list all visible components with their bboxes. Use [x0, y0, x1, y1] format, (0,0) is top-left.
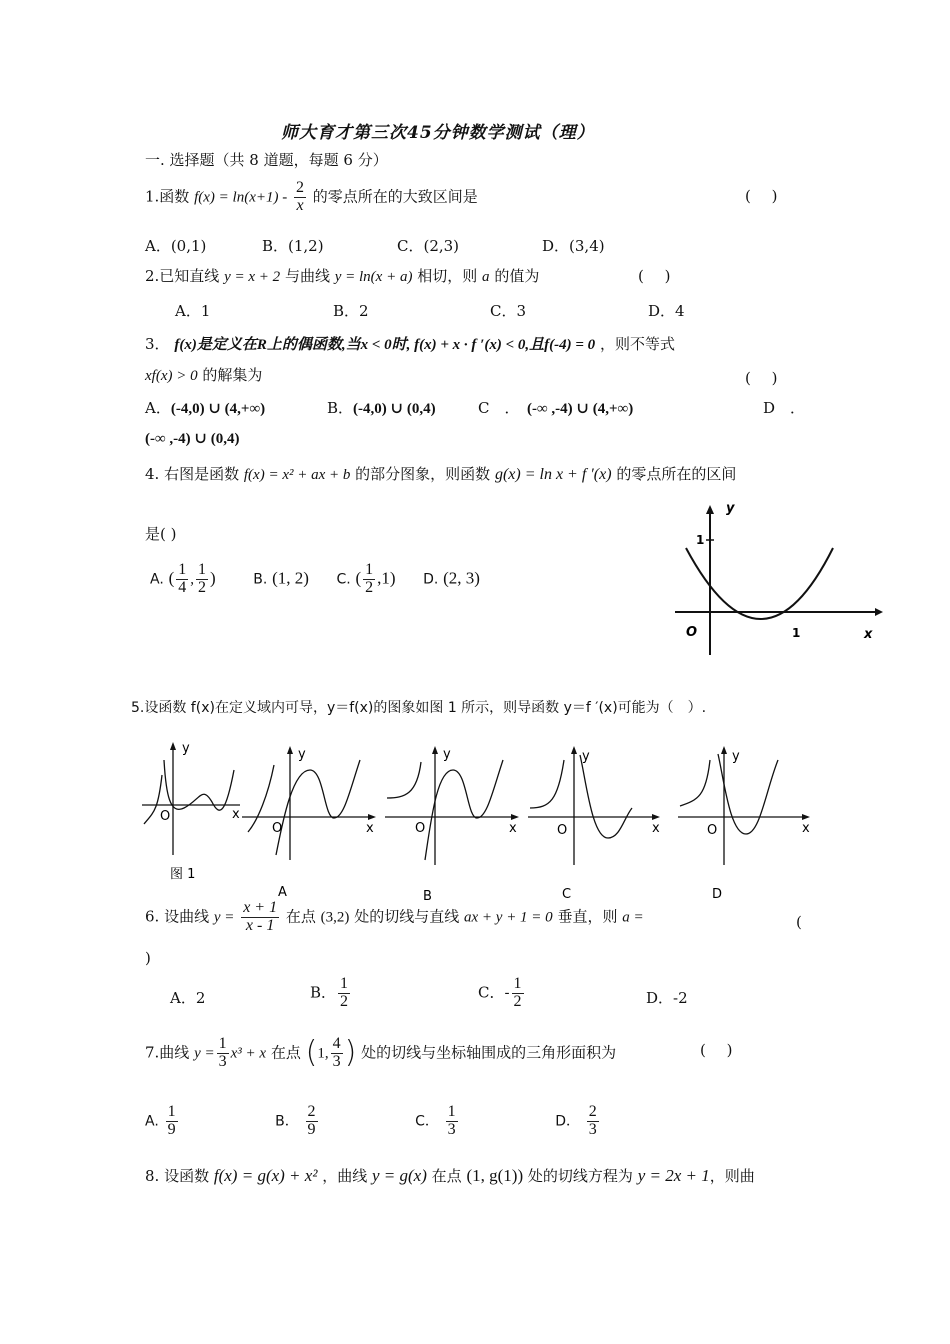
q5-graph-option-b	[383, 740, 523, 910]
q4-prefix: 4. 右图是函数	[145, 465, 240, 483]
q5-graph-option-c	[524, 740, 669, 910]
q5-ga-x-arrow	[368, 814, 376, 820]
q4-c-n: 1	[365, 561, 374, 578]
q7-paren-close: )	[344, 1035, 357, 1071]
q6-paren-right: )	[145, 949, 151, 967]
q5-g1-caption: 图 1	[170, 867, 196, 882]
q6-line-eq: ax + y + 1 = 0	[464, 909, 553, 926]
q5-ga-origin: O	[272, 821, 283, 836]
q7-b-d: 9	[307, 1120, 316, 1138]
q4-option-a-frac1	[176, 562, 188, 597]
q7-frac-num: 1	[218, 1035, 227, 1052]
q2-variable: a	[482, 269, 490, 285]
q6-y: y =	[213, 909, 235, 926]
q6-c-n: 1	[513, 975, 522, 992]
q4-parabola-graph	[670, 500, 885, 660]
q7-option-d-label: D．	[555, 1113, 580, 1130]
q4-option-b-value: (1, 2)	[272, 568, 309, 588]
q4-mid: 的部分图象，则函数	[355, 465, 491, 483]
q2-post2: 的值为	[494, 267, 540, 285]
q5-g1-y-label: y	[182, 741, 190, 756]
q6-paren-left: (	[796, 913, 802, 931]
q3-post: 的解集为	[202, 366, 263, 384]
q4-origin-label: O	[686, 625, 698, 640]
q5-gd-x-label: x	[802, 821, 810, 836]
q5-graph-option-a	[240, 740, 380, 905]
q3-option-a-set: (-4,0) ∪ (4,+∞)	[170, 401, 266, 417]
q4-line2: 是( )	[145, 525, 177, 543]
q1-answer-paren: ( )	[745, 187, 786, 205]
q4-options: A. ( $\frac{1}{4}$ , $\frac{1}{2}$ ) B. (1, 2) C. ( $\frac{1}{2}$ ,1) D. (2, 3)	[150, 561, 480, 596]
q1-frac-den: x	[296, 196, 304, 214]
q5-gd-caption: D	[712, 887, 723, 902]
question-6	[145, 900, 644, 935]
q2-option-a: A．1	[175, 302, 211, 320]
q1-suffix: 的零点所在的大致区间是	[312, 187, 478, 206]
q3-option-b	[327, 400, 436, 418]
q7-a-n: 1	[167, 1103, 176, 1120]
q3-tail: ，则不等式	[599, 335, 675, 353]
q5-graph-figure1	[140, 740, 250, 890]
q6-prefix: 6. 设曲线	[145, 907, 210, 926]
q7-y: y =	[194, 1045, 215, 1062]
page-title: 师大育才第三次45分钟数学测试（理）	[281, 123, 595, 143]
q4-c-d: 2	[365, 578, 374, 596]
q7-options	[145, 1104, 601, 1139]
q7-paren-open: (	[305, 1035, 318, 1071]
q7-d-d: 3	[588, 1120, 597, 1138]
q5-gc-origin: O	[557, 823, 568, 838]
q7-pt-d: 3	[332, 1052, 341, 1070]
q2-curve-eq: y = ln(x + a)	[334, 269, 413, 285]
q2-prefix: 2.已知直线	[145, 267, 220, 285]
question-7	[145, 1036, 616, 1071]
question-1	[145, 180, 478, 215]
q3-answer-paren: ( )	[745, 369, 786, 387]
q2-post: 相切，则	[417, 267, 478, 285]
q8-mid: ，曲线	[322, 1167, 368, 1185]
q3-option-a-label: A．	[145, 399, 171, 417]
q7-option-b-frac	[306, 1104, 318, 1139]
q4-parabola-curve	[686, 548, 833, 619]
q7-mid: 在点	[270, 1043, 301, 1062]
q3-option-b-set: (-4,0) ∪ (0,4)	[353, 401, 436, 417]
q6-point: (3,2)	[320, 909, 350, 926]
q7-option-c-frac	[446, 1104, 458, 1139]
q7-option-d-frac	[587, 1104, 599, 1139]
q5-gb-curve	[387, 760, 503, 860]
q5-gc-x-arrow	[652, 814, 660, 820]
q3-option-d-label: D ．	[763, 399, 806, 417]
q6-mid: 在点	[285, 907, 316, 926]
q6-option-c-frac	[512, 976, 524, 1011]
q5-ga-x-label: x	[366, 821, 374, 836]
q3-option-d-set: (-∞ ,-4) ∪ (0,4)	[145, 431, 240, 447]
question-4	[145, 466, 736, 484]
q5-g1-y-arrow	[170, 742, 176, 750]
q6-option-b-frac	[338, 976, 350, 1011]
q7-d-n: 2	[588, 1103, 597, 1120]
q7-c-d: 3	[447, 1120, 456, 1138]
q4-g-expression: g(x) = ln x + f ′(x)	[494, 466, 612, 483]
q4-option-d-label: D.	[423, 571, 439, 588]
q4-option-b-label: B.	[253, 571, 268, 588]
q4-option-d-value: (2, 3)	[443, 568, 480, 588]
q5-gb-x-label: x	[509, 821, 517, 836]
q1-option-c: C．(2,3)	[397, 237, 460, 255]
q1-prefix: 1.函数	[145, 187, 190, 206]
q7-b-n: 2	[307, 1103, 316, 1120]
q5-gb-y-label: y	[443, 747, 451, 762]
q6-c-d: 2	[513, 992, 522, 1010]
q8-prefix: 8. 设函数	[145, 1167, 210, 1185]
q1-frac-num: 2	[296, 179, 304, 196]
q5-gb-origin: O	[415, 821, 426, 836]
q7-tail: x³ + x	[230, 1045, 267, 1062]
q3-inequality: xf(x) > 0	[145, 368, 198, 384]
q5-ga-y-arrow	[287, 746, 293, 754]
q6-option-d: D．-2	[646, 989, 688, 1007]
q3-option-b-label: B．	[327, 399, 354, 417]
q6-b-n: 1	[340, 975, 349, 992]
q5-graph-option-d	[674, 740, 819, 910]
q7-point-a: 1,	[317, 1045, 329, 1062]
q4-option-c-frac	[363, 562, 375, 597]
q4-c-tail: ,1)	[377, 568, 396, 588]
q7-frac-den: 3	[218, 1052, 227, 1070]
q5-ga-y-label: y	[298, 747, 306, 762]
q7-prefix: 7.曲线	[145, 1043, 190, 1062]
question-2	[145, 268, 539, 286]
q6-option-c-label: C．-	[478, 983, 510, 1002]
q5-gc-caption: C	[562, 887, 572, 902]
q2-option-d: D．4	[648, 302, 685, 320]
q7-post: 处的切线与坐标轴围成的三角形面积为	[361, 1043, 617, 1062]
question-3	[145, 336, 675, 354]
q7-option-a-frac	[166, 1104, 178, 1139]
q5-gd-curve	[680, 754, 778, 834]
q6-ask: a =	[622, 909, 644, 926]
q2-line-eq: y = x + 2	[224, 269, 281, 285]
q5-gd-origin: O	[707, 823, 718, 838]
q5-gb-caption: B	[423, 889, 432, 904]
q2-option-b: B．2	[333, 302, 369, 320]
q5-gc-y-label: y	[582, 749, 590, 764]
q6-fraction	[241, 900, 279, 935]
q8-point: (1, g(1))	[466, 1166, 524, 1185]
q4-x-arrow	[875, 608, 883, 616]
q7-option-c-label: C．	[415, 1113, 439, 1130]
q4-a-d2: 2	[197, 578, 206, 596]
q5-gd-y-arrow	[721, 746, 727, 754]
q5-gc-x-label: x	[652, 821, 660, 836]
q4-tick-x-label: 1	[792, 626, 801, 640]
q7-point-frac	[331, 1036, 343, 1071]
q7-c-n: 1	[447, 1103, 456, 1120]
q6-option-c	[478, 976, 526, 1011]
q4-option-a-label: A.	[150, 571, 164, 588]
q5-gb-y-arrow	[432, 746, 438, 754]
q3-option-c	[478, 400, 633, 418]
q7-fraction	[217, 1036, 229, 1071]
q4-tick-y-label: 1	[696, 533, 705, 547]
q3-option-c-label: C ．	[478, 399, 512, 417]
q4-a-d1: 4	[178, 578, 187, 596]
q3-number: 3．	[145, 335, 170, 353]
q7-option-b-label: B．	[275, 1113, 299, 1130]
q1-option-d: D．(3,4)	[542, 237, 605, 255]
q5-gd-y-label: y	[732, 749, 740, 764]
q8-mid2: 在点	[431, 1167, 462, 1185]
q6-option-b-label: B．	[310, 983, 337, 1002]
question-5: 5.设函数 f(x)在定义域内可导，y＝f(x)的图象如图 1 所示，则导函数 y＝f ′(x)可能为（ ）.	[131, 700, 707, 716]
q5-gd-x-arrow	[802, 814, 810, 820]
q6-option-a: A．2	[170, 989, 206, 1007]
q7-answer-paren: ( )	[700, 1041, 741, 1059]
q4-option-c-label: C.	[336, 571, 351, 588]
q4-f-expression: f(x) = x² + ax + b	[243, 467, 351, 483]
q5-g1-origin: O	[160, 809, 171, 824]
q3-statement: f(x)是定义在R上的偶函数,当x < 0时, f(x) + x · f ′(x) < 0,且f(-4) = 0	[174, 337, 596, 353]
q4-a-n2: 1	[197, 561, 206, 578]
q4-a-n1: 1	[178, 561, 187, 578]
section-heading: 一. 选择题（共 8 道题，每题 6 分）	[145, 151, 388, 169]
q1-option-b: B．(1,2)	[262, 237, 324, 255]
q6-mid2: 处的切线与直线	[354, 907, 460, 926]
q6-post: 垂直，则	[557, 907, 618, 926]
q2-option-c: C．3	[490, 302, 527, 320]
q6-frac-den: x - 1	[245, 916, 275, 934]
q2-answer-paren: ( )	[638, 267, 679, 285]
q1-option-a: A．(0,1)	[145, 237, 207, 255]
q4-y-arrow	[706, 505, 714, 514]
q5-gc-curve	[530, 755, 632, 838]
q4-option-a-frac2	[196, 562, 208, 597]
q3-option-a	[145, 400, 265, 418]
q8-mid3: 处的切线方程为	[527, 1167, 633, 1185]
q8-tangent: y = 2x + 1	[637, 1166, 710, 1185]
q2-mid: 与曲线	[284, 267, 330, 285]
q6-frac-num: x + 1	[243, 899, 278, 916]
q6-option-b	[310, 976, 352, 1011]
question-8	[145, 1166, 755, 1186]
q8-curve: y = g(x)	[372, 1166, 427, 1185]
q8-post: ，则曲	[709, 1167, 755, 1185]
q1-fraction	[294, 180, 306, 215]
q5-ga-caption: A	[278, 885, 287, 900]
q1-expression: f(x) = ln(x+1) -	[194, 189, 288, 206]
q3-option-c-set: (-∞ ,-4) ∪ (4,+∞)	[527, 401, 634, 417]
q4-y-label: y	[726, 501, 735, 516]
q5-ga-curve	[248, 760, 360, 855]
q6-b-d: 2	[340, 992, 349, 1010]
q7-pt-n: 4	[332, 1035, 341, 1052]
q4-x-label: x	[864, 627, 873, 642]
q4-post: 的零点所在的区间	[616, 465, 737, 483]
q5-gb-x-arrow	[511, 814, 519, 820]
q5-gc-y-arrow	[571, 746, 577, 754]
q7-a-d: 9	[167, 1120, 176, 1138]
q7-option-a-label: A.	[145, 1113, 159, 1130]
q5-g1-x-label: x	[232, 807, 240, 822]
q8-f-expression: f(x) = g(x) + x²	[213, 1166, 318, 1185]
q5-g1-curve	[144, 760, 234, 824]
q3-line2	[145, 367, 262, 385]
